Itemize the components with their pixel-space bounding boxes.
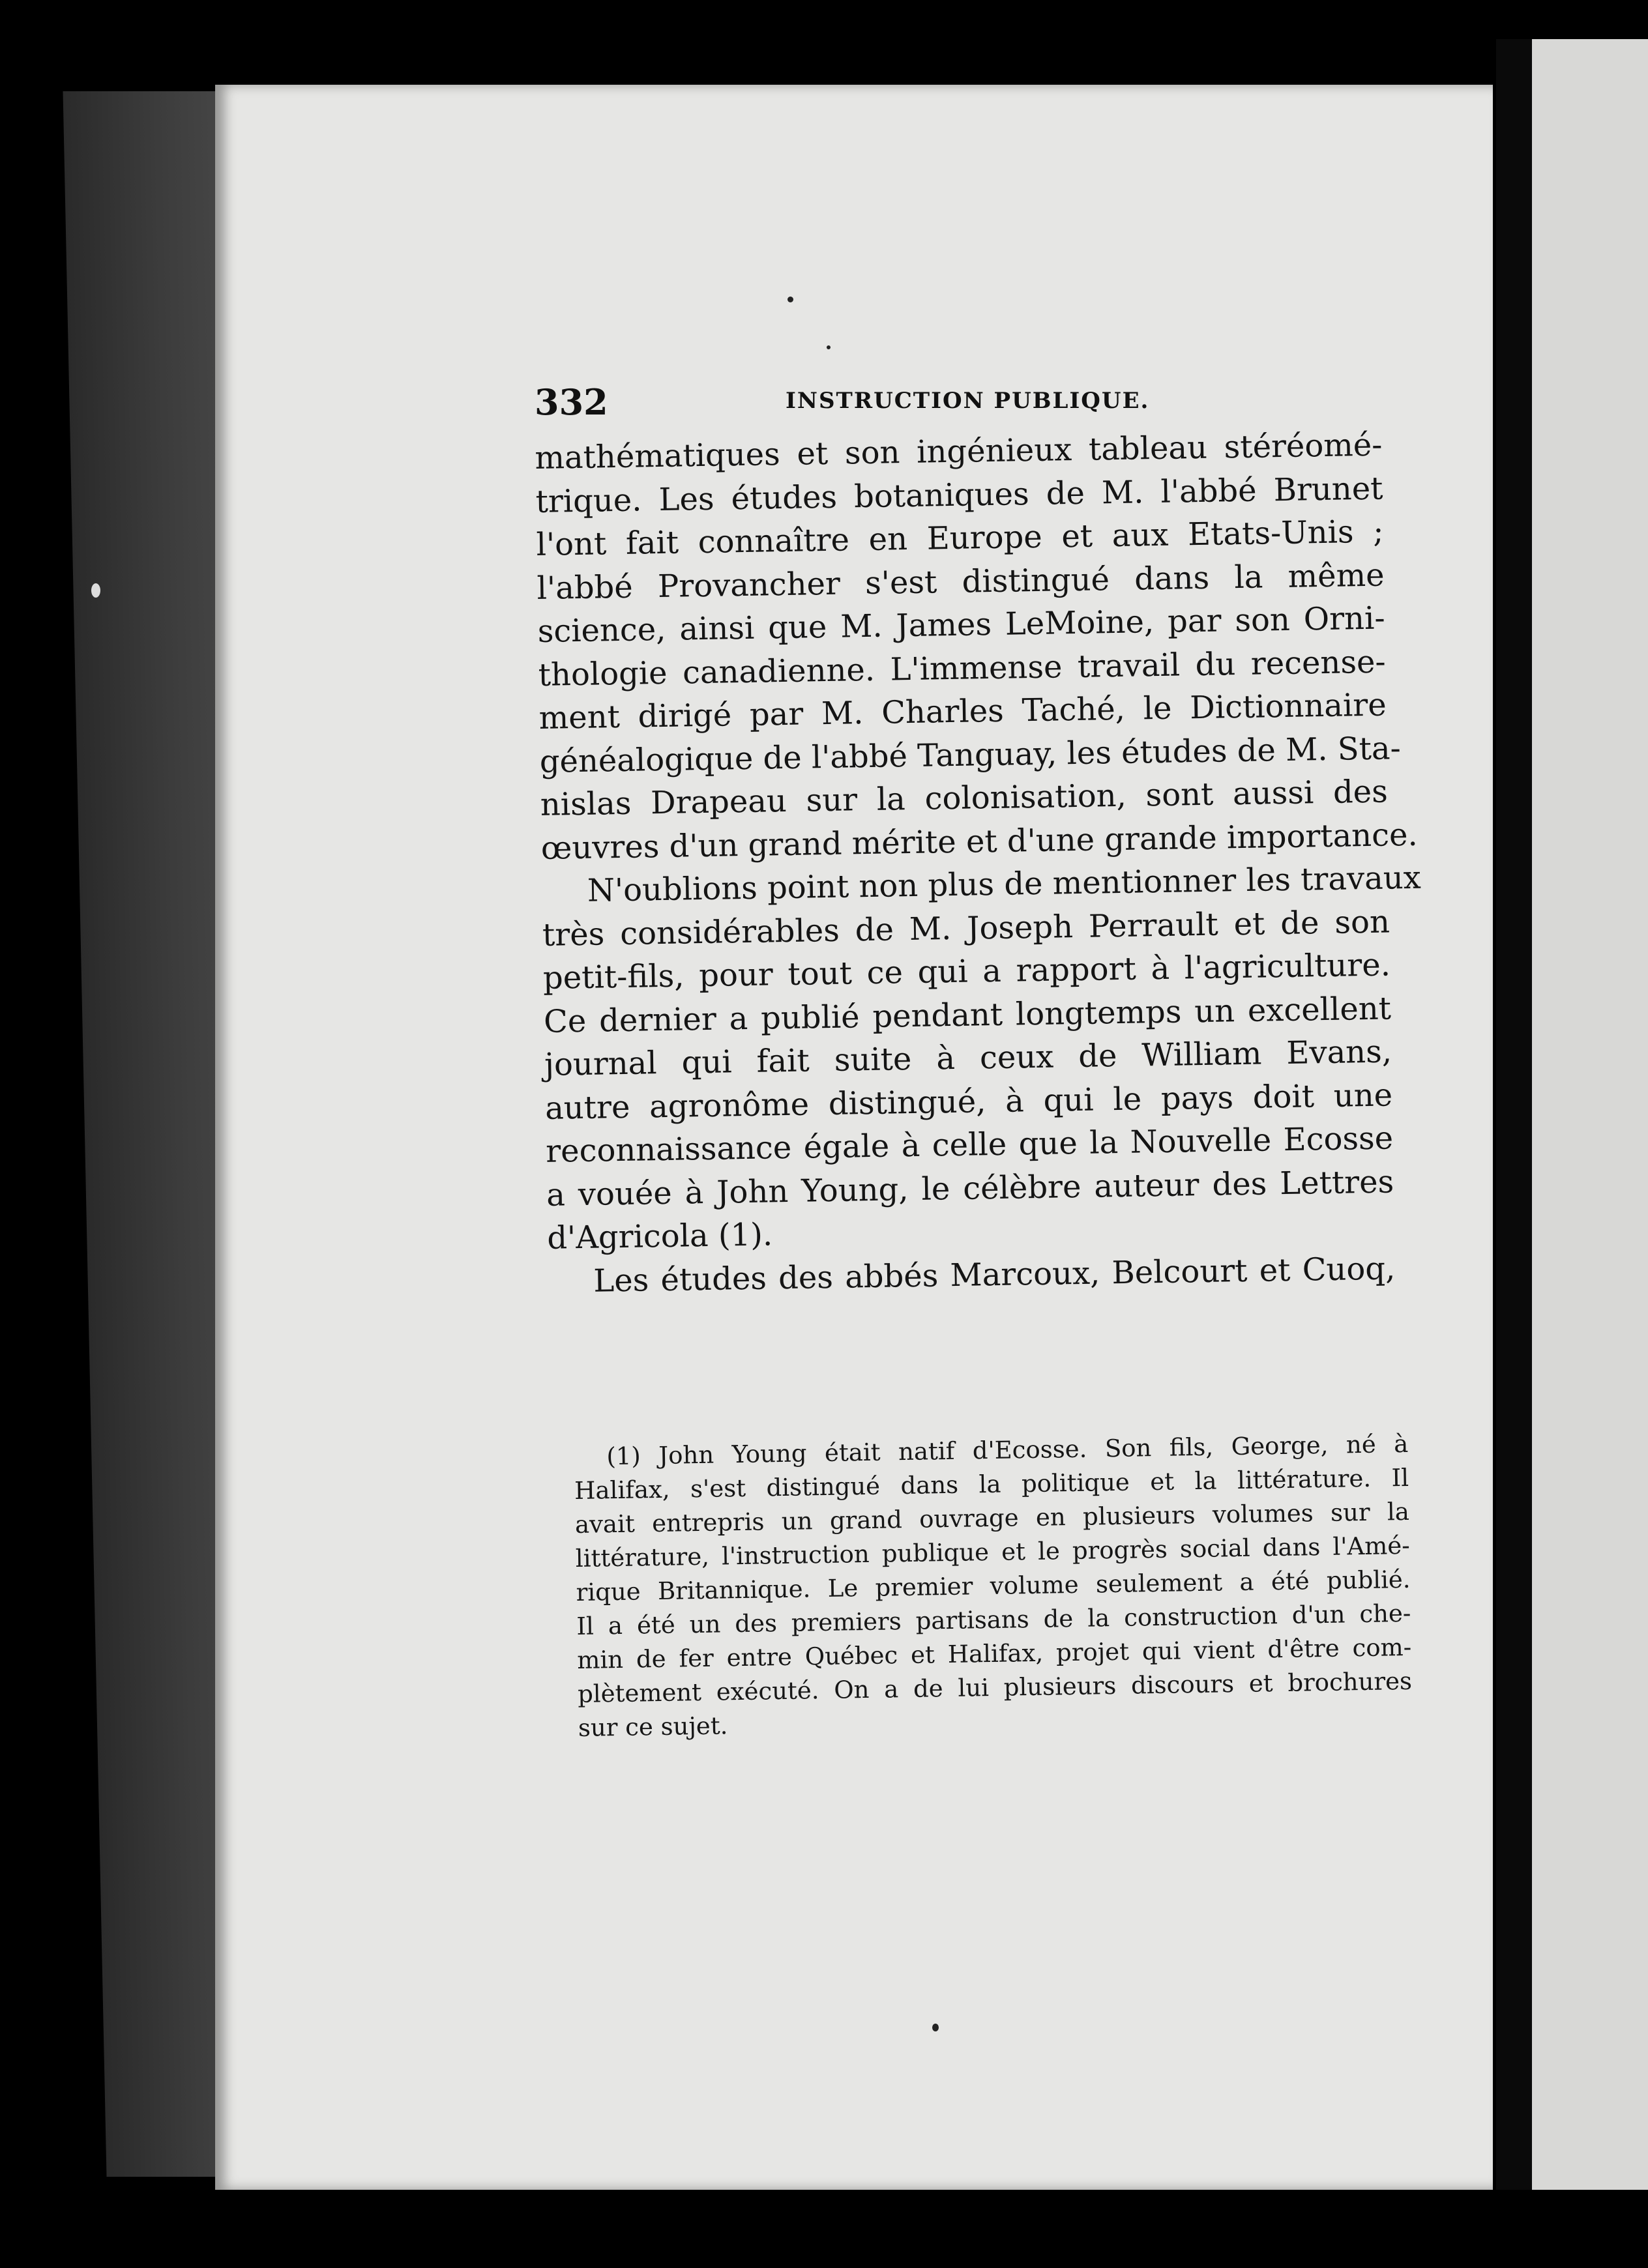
running-title: INSTRUCTION PUBLIQUE.	[786, 388, 1150, 414]
body-line: l'abbé Provancher s'est distingué dans la même	[537, 557, 1385, 607]
body-text	[535, 424, 1422, 1303]
adjacent-page-edge	[1532, 39, 1648, 2190]
body-line: l'ont fait connaître en Europe et aux Etats-Unis ;	[536, 513, 1384, 563]
body-line: Ce dernier a publié pendant longtemps un excellent	[543, 989, 1392, 1040]
ink-speck	[932, 2024, 939, 2031]
body-line: a vouée à John Young, le célèbre auteur des Lettres	[546, 1163, 1394, 1214]
ink-speck	[91, 583, 100, 598]
body-line: nislas Drapeau sur la colonisation, sont aussi des	[540, 773, 1389, 823]
page-gutter-shadow	[1496, 39, 1535, 2190]
body-line: petit-fils, pour tout ce qui a rapport à l'agriculture.	[542, 946, 1391, 996]
body-line: ment dirigé par M. Charles Taché, le Dictionnaire	[538, 686, 1387, 736]
body-line: généalogique de l'abbé Tanguay, les études de M. Sta-	[539, 729, 1402, 780]
ink-speck	[787, 297, 793, 302]
body-line: N'oublions point non plus de mentionner les travaux	[587, 859, 1422, 909]
body-line: science, ainsi que M. James LeMoine, par son Orni-	[537, 600, 1385, 650]
page-number: 332	[535, 381, 608, 423]
footnote-line: Il a été un des premiers partisans de la construction d'un che-	[576, 1599, 1411, 1640]
footnote-line: rique Britannique. Le premier volume seulement a été publié.	[576, 1565, 1411, 1606]
footnote-line: avait entrepris un grand ouvrage en plusieurs volumes sur la	[574, 1497, 1410, 1539]
body-line: d'Agricola (1).	[546, 1216, 773, 1257]
body-line: journal qui fait suite à ceux de William Evans,	[544, 1033, 1392, 1083]
footnote-line: sur ce sujet.	[578, 1711, 728, 1742]
footnote-block	[574, 1427, 1413, 1745]
footnote-line: Halifax, s'est distingué dans la politique et la littérature. Il	[574, 1463, 1409, 1505]
body-line: thologie canadienne. L'immense travail du recense-	[538, 643, 1387, 693]
ink-speck	[827, 345, 831, 349]
body-line: trique. Les études botaniques de M. l'abbé Brunet	[535, 470, 1383, 520]
footnote-line: (1) John Young était natif d'Ecosse. Son fils, George, né à	[606, 1429, 1409, 1471]
body-line: Les études des abbés Marcoux, Belcourt et Cuoq,	[593, 1249, 1396, 1300]
footnote-line: littérature, l'instruction publique et le progrès social dans l'Amé-	[575, 1531, 1411, 1573]
body-line: reconnaissance égale à celle que la Nouvelle Ecosse	[545, 1120, 1394, 1170]
footnote-line: min de fer entre Québec et Halifax, projet qui vient d'être com-	[576, 1633, 1412, 1674]
body-line: très considérables de M. Joseph Perrault et de son	[542, 903, 1390, 953]
page-header	[535, 381, 1382, 427]
body-line: autre agronôme distingué, à qui le pays doit une	[544, 1076, 1393, 1127]
body-line: mathématiques et son ingénieux tableau stéréomé-	[535, 426, 1383, 476]
body-line: œuvres d'un grand mérite et d'une grande importance.	[540, 816, 1419, 867]
footnote-line: plètement exécuté. On a de lui plusieurs discours et brochures	[577, 1666, 1413, 1708]
